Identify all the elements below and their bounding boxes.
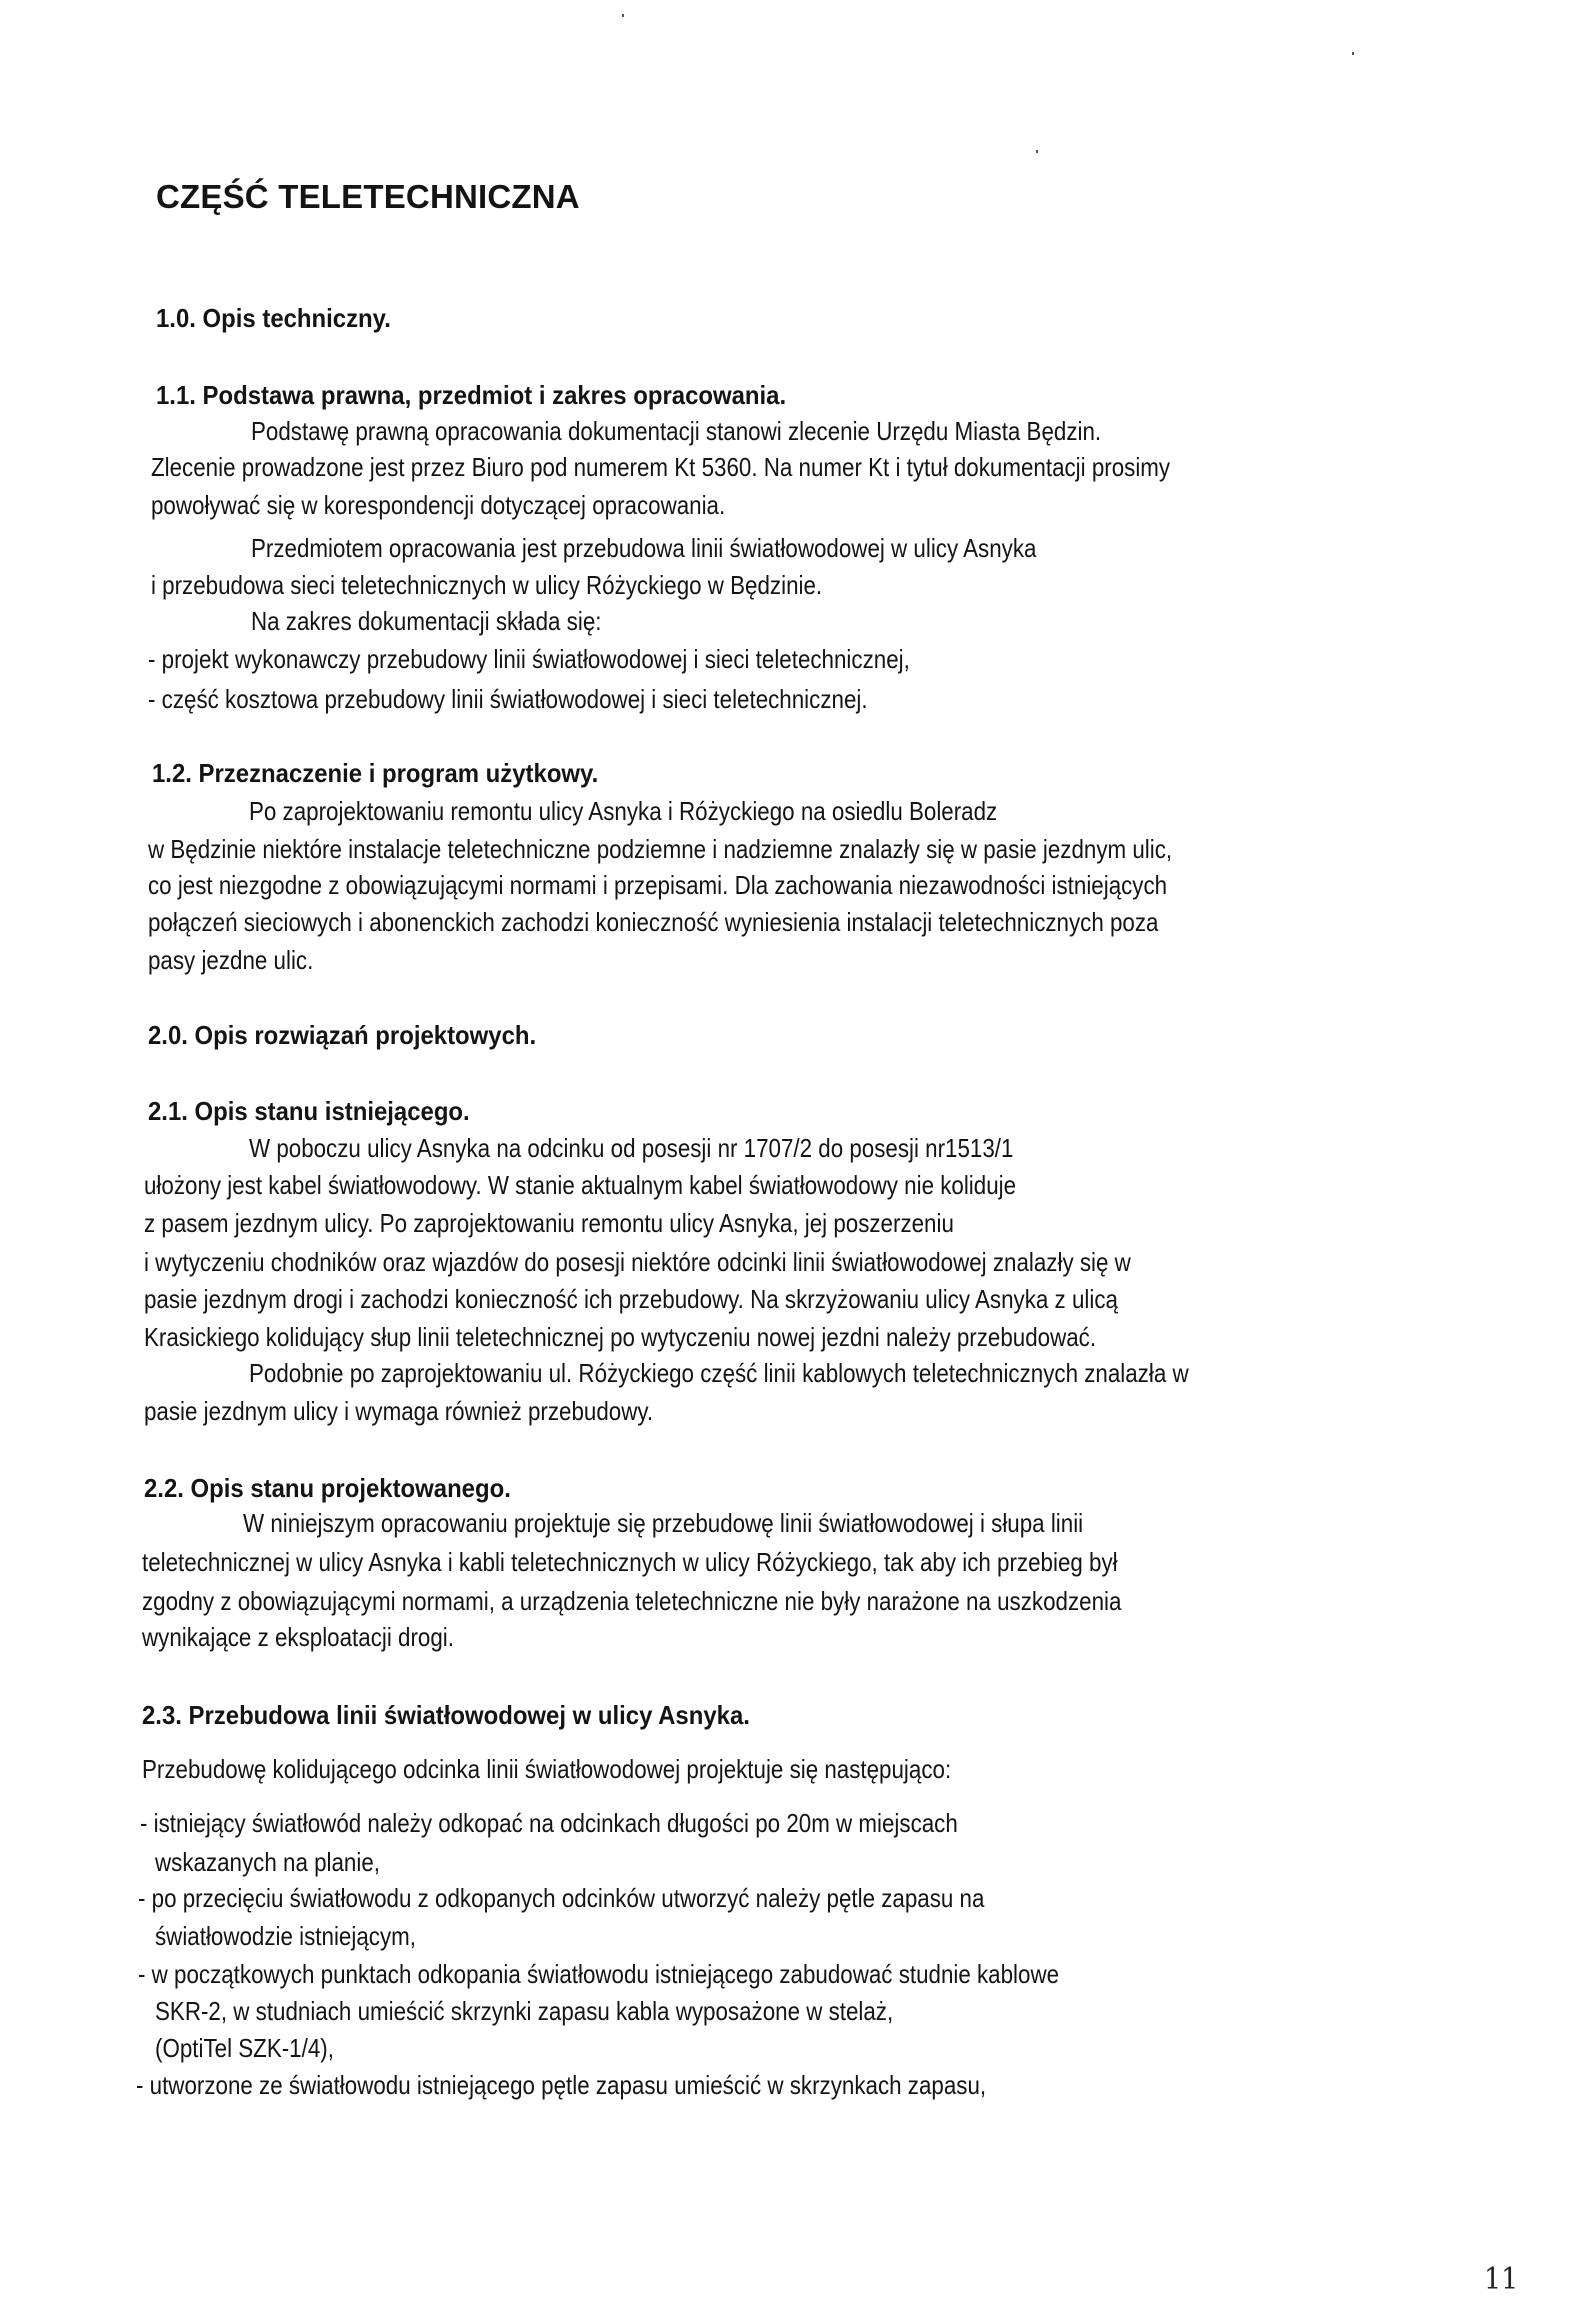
text-line: Podobnie po zaprojektowaniu ul. Różyckiego część linii kablowych teletechnicznych znalazła w (249, 1358, 1189, 1388)
text-line: co jest niezgodne z obowiązującymi normami i przepisami. Dla zachowania niezawodności istniejących (148, 870, 1168, 900)
text-line: - po przecięciu światłowodu z odkopanych odcinków utworzyć należy pętle zapasu na (138, 1883, 985, 1913)
text-line: w Będzinie niektóre instalacje teletechniczne podziemne i nadziemne znalazły się w pasie jezdnym ulic, (148, 834, 1173, 864)
text-line: i przebudowa sieci teletechnicznych w ulicy Różyckiego w Będzinie. (151, 570, 823, 600)
heading-1-1: 1.1. Podstawa prawna, przedmiot i zakres opracowania. (156, 380, 787, 410)
text-line: - projekt wykonawczy przebudowy linii światłowodowej i sieci teletechnicznej, (148, 644, 910, 674)
page-number: 11 (1484, 2262, 1519, 2297)
text-line: ułożony jest kabel światłowodowy. W stanie aktualnym kabel światłowodowy nie koliduje (144, 1170, 1017, 1200)
text-line: teletechnicznej w ulicy Asnyka i kabli teletechnicznych w ulicy Różyckiego, tak aby ich przebieg był (142, 1547, 1118, 1577)
text-line: połączeń sieciowych i abonenckich zachodzi konieczność wyniesienia instalacji teletechnicznych poza (148, 907, 1159, 937)
text-line: z pasem jezdnym ulicy. Po zaprojektowaniu remontu ulicy Asnyka, jej poszerzeniu (144, 1208, 954, 1238)
heading-1-2: 1.2. Przeznaczenie i program użytkowy. (152, 758, 599, 788)
text-line: (OptiTel SZK-1/4), (155, 2033, 334, 2063)
text-line: światłowodzie istniejącym, (155, 1921, 416, 1951)
heading-2-1: 2.1. Opis stanu istniejącego. (148, 1096, 470, 1126)
heading-2-2: 2.2. Opis stanu projektowanego. (144, 1473, 511, 1503)
text-line: - w początkowych punktach odkopania światłowodu istniejącego zabudować studnie kablowe (138, 1959, 1060, 1989)
text-line: pasie jezdnym drogi i zachodzi konieczność ich przebudowy. Na skrzyżowaniu ulicy Asnyka z ulicą (144, 1284, 1118, 1314)
heading-2-3: 2.3. Przebudowa linii światłowodowej w ulicy Asnyka. (142, 1700, 750, 1730)
scan-speck (1352, 52, 1354, 55)
text-line: pasie jezdnym ulicy i wymaga również przebudowy. (144, 1396, 654, 1426)
text-line: Zlecenie prowadzone jest przez Biuro pod numerem Kt 5360. Na numer Kt i tytuł dokumentacji prosimy (151, 452, 1171, 482)
text-line: Na zakres dokumentacji składa się: (251, 606, 602, 636)
text-line: - część kosztowa przebudowy linii światłowodowej i sieci teletechnicznej. (148, 684, 868, 714)
text-line: - istniejący światłowód należy odkopać na odcinkach długości po 20m w miejscach (140, 1808, 958, 1838)
text-line: SKR-2, w studniach umieścić skrzynki zapasu kabla wyposażone w stelaż, (155, 1996, 894, 2026)
text-line: zgodny z obowiązującymi normami, a urządzenia teletechniczne nie były narażone na uszkodzenia (142, 1586, 1122, 1616)
text-line: pasy jezdne ulic. (148, 945, 314, 975)
heading-2-0: 2.0. Opis rozwiązań projektowych. (148, 1020, 537, 1050)
scan-speck (622, 14, 624, 17)
text-line: Po zaprojektowaniu remontu ulicy Asnyka i Różyckiego na osiedlu Boleradz (249, 796, 998, 826)
text-line: Krasickiego kolidujący słup linii teletechnicznej po wytyczeniu nowej jezdni należy przebudować. (144, 1322, 1097, 1352)
text-line: wskazanych na planie, (155, 1847, 380, 1877)
scan-speck (1036, 150, 1038, 153)
heading-1-0: 1.0. Opis techniczny. (156, 303, 391, 333)
text-line: Przedmiotem opracowania jest przebudowa linii światłowodowej w ulicy Asnyka (251, 533, 1037, 563)
text-line: W poboczu ulicy Asnyka na odcinku od posesji nr 1707/2 do posesji nr1513/1 (249, 1133, 1014, 1163)
text-line: i wytyczeniu chodników oraz wjazdów do posesji niektóre odcinki linii światłowodowej znalazły się w (144, 1247, 1131, 1277)
text-line: W niniejszym opracowaniu projektuje się przebudowę linii światłowodowej i słupa linii (243, 1508, 1084, 1538)
text-line: Przebudowę kolidującego odcinka linii światłowodowej projektuje się następująco: (142, 1754, 952, 1784)
text-line: powoływać się w korespondencji dotyczącej opracowania. (151, 490, 726, 520)
text-line: - utworzone ze światłowodu istniejącego pętle zapasu umieścić w skrzynkach zapasu, (136, 2070, 987, 2100)
document-title: CZĘŚĆ TELETECHNICZNA (156, 178, 580, 215)
text-line: Podstawę prawną opracowania dokumentacji stanowi zlecenie Urzędu Miasta Będzin. (251, 416, 1102, 446)
text-line: wynikające z eksploatacji drogi. (142, 1622, 454, 1652)
